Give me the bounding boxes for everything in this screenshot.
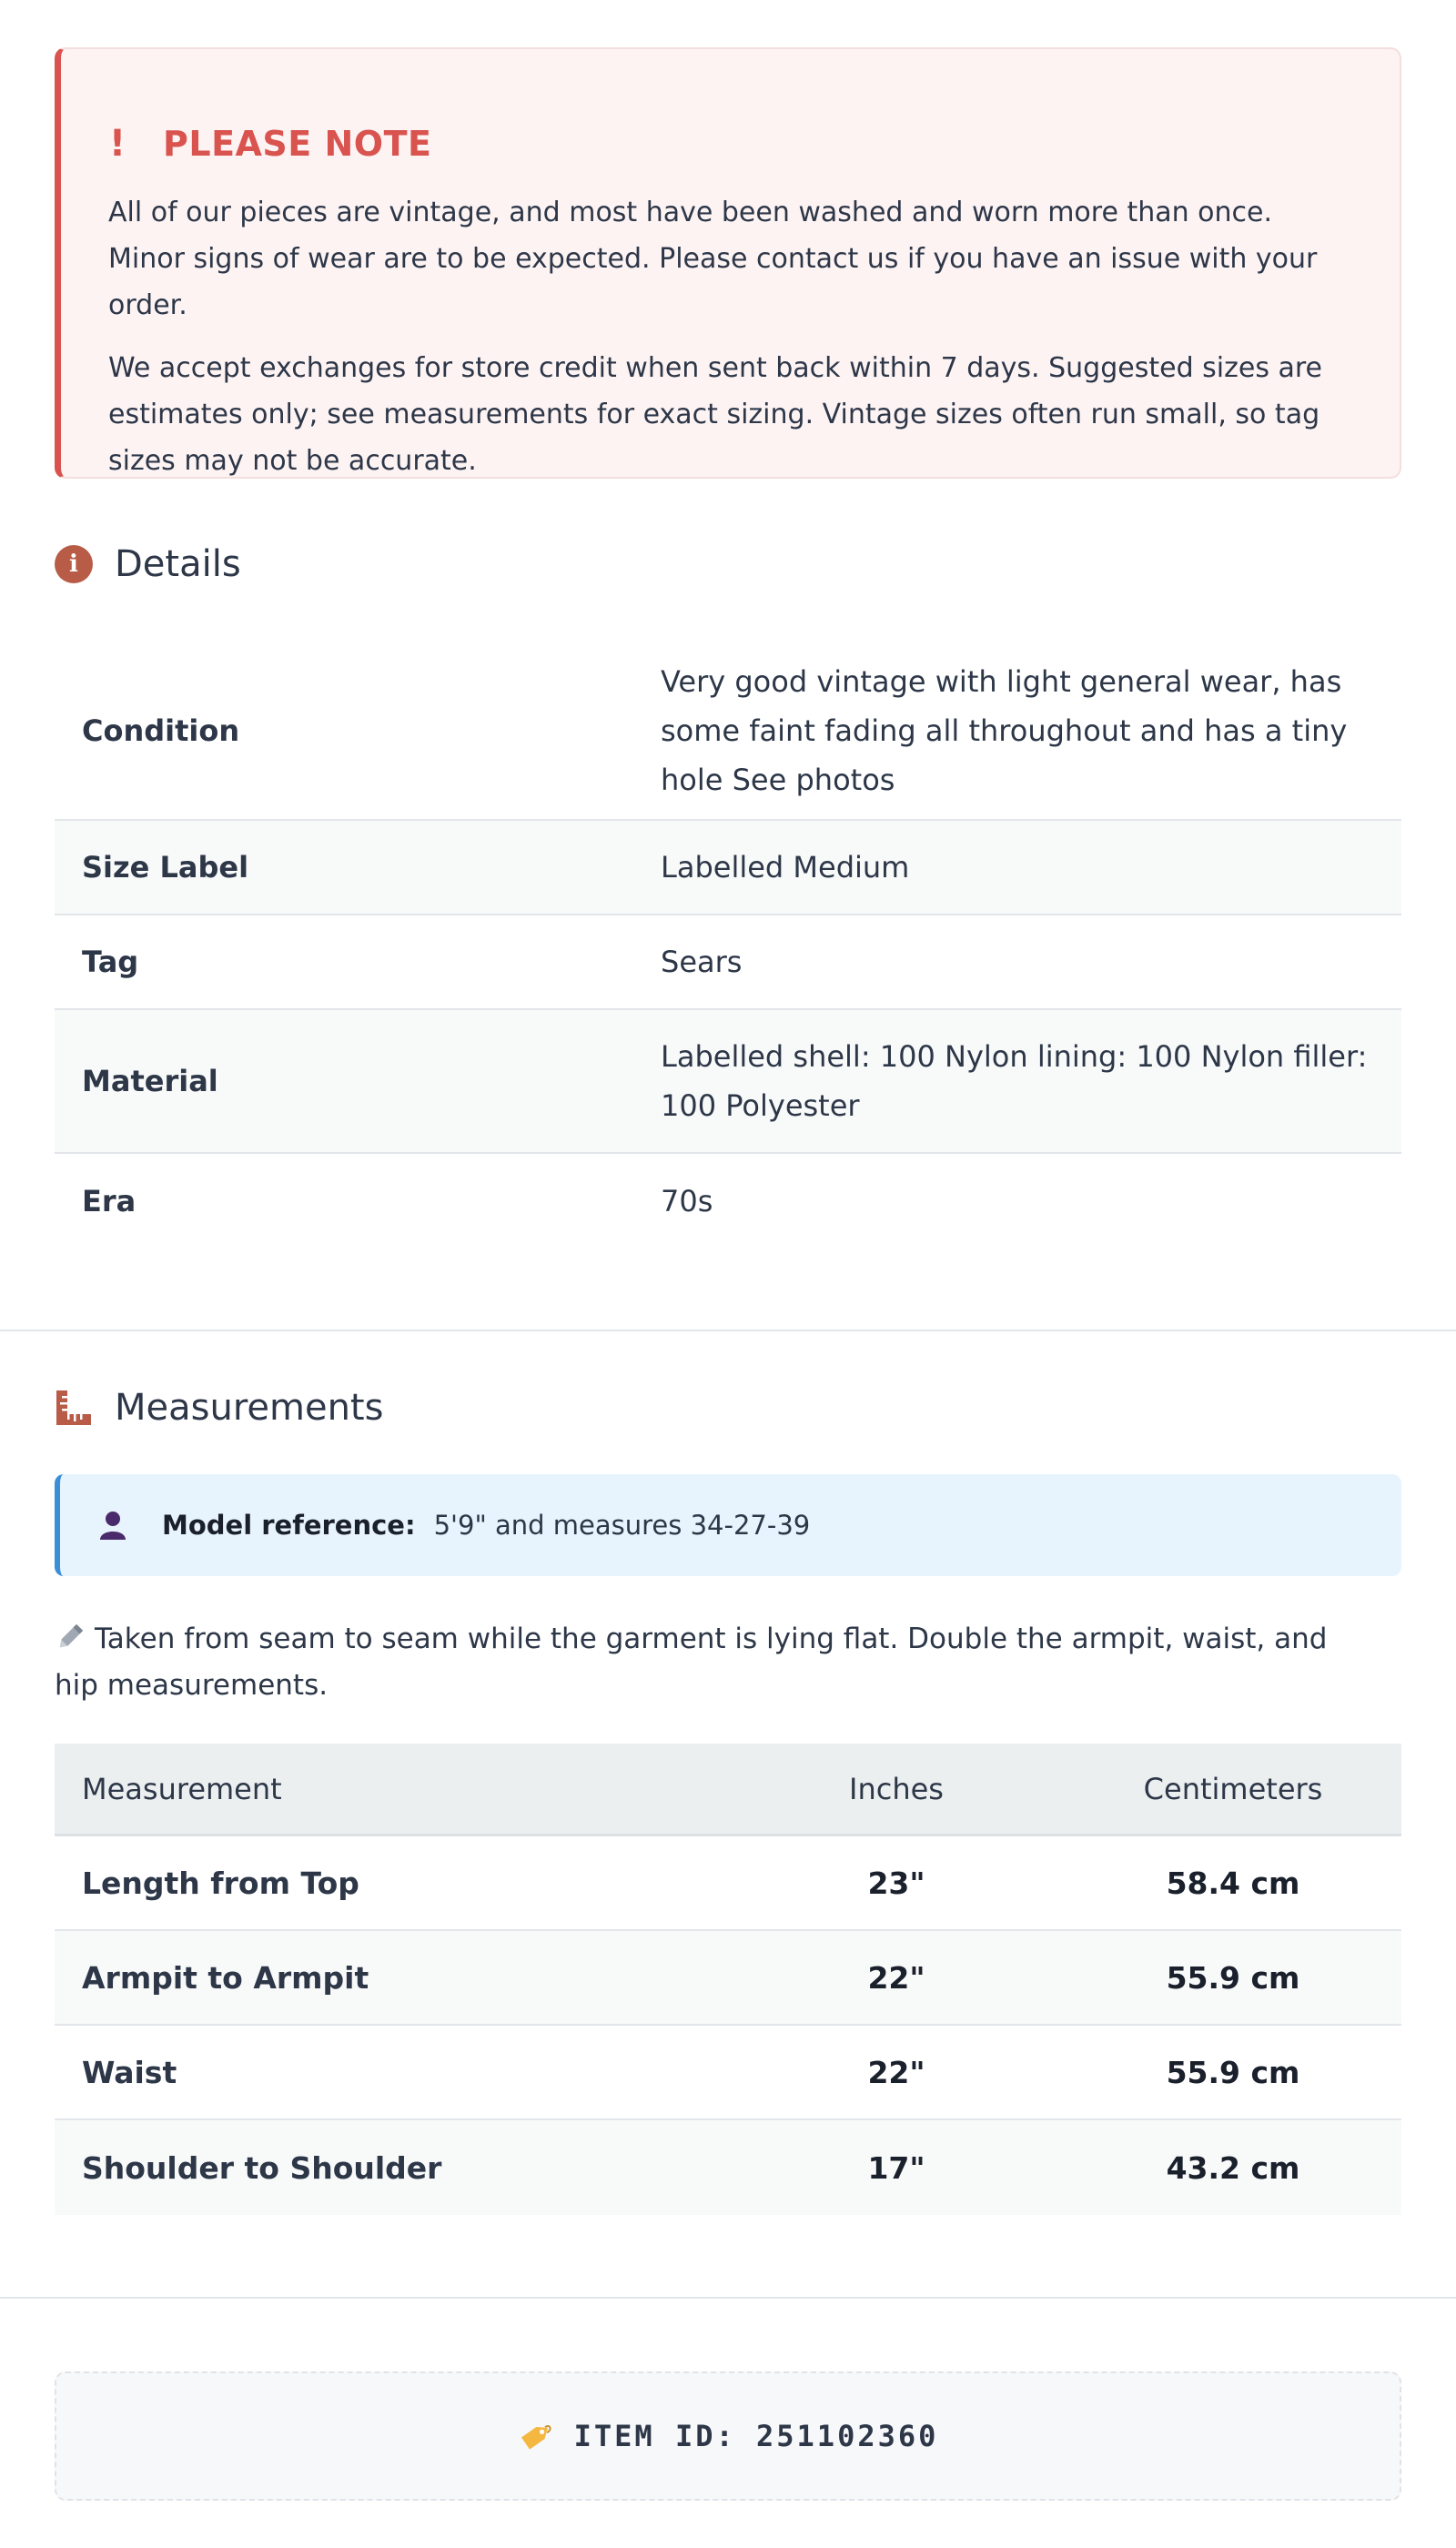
details-heading [55, 543, 241, 585]
details-row-material [55, 1010, 1401, 1154]
details-label: Size Label [82, 850, 249, 885]
details-row-era [55, 1154, 1401, 1249]
details-value: Very good vintage with light general wear, has some faint fading all throughout and has a tiny hole See photos [661, 664, 1348, 797]
details-value: Sears [661, 945, 743, 979]
column-header-centimeters: Centimeters [1143, 1771, 1323, 1806]
details-value: Labelled Medium [661, 850, 910, 885]
measurement-cm: 55.9 cm [1166, 1959, 1300, 1996]
measurement-inches: 22" [867, 2054, 925, 2090]
table-row [55, 1931, 1401, 2026]
details-label: Era [82, 1184, 136, 1218]
notice-paragraph-2: We accept exchanges for store credit when sent back within 7 days. Suggested sizes are estimates only; see measurements for exact sizing. Vintage sizes often run small, so tag sizes may not be accurate. [108, 352, 1323, 477]
table-row [55, 2026, 1401, 2120]
column-header-inches: Inches [849, 1771, 944, 1806]
measurements-table [55, 1744, 1401, 2215]
measurement-cm: 43.2 cm [1166, 2149, 1300, 2186]
measurement-inches: 23" [867, 1865, 925, 1901]
person-icon [96, 1509, 129, 1542]
measurement-inches: 17" [867, 2149, 925, 2186]
item-id-box [55, 2371, 1401, 2501]
measurement-inches: 22" [867, 1959, 925, 1996]
exclamation-icon: ! [108, 123, 126, 165]
details-row-size-label [55, 821, 1401, 915]
measurement-note-text: Taken from seam to seam while the garment is lying flat. Double the armpit, waist, and hip measurements. [55, 1623, 1328, 1702]
model-reference-label: Model reference: [162, 1510, 416, 1541]
measurement-name: Waist [82, 2054, 177, 2090]
model-reference [55, 1474, 1401, 1576]
measurement-note [55, 1616, 1347, 1709]
section-divider [0, 1330, 1456, 1331]
measurements-title: Measurements [115, 1387, 384, 1429]
table-row [55, 1836, 1401, 1931]
table-row [55, 2120, 1401, 2215]
tag-icon [518, 2418, 554, 2454]
details-label: Tag [82, 945, 139, 979]
details-label: Material [82, 1064, 218, 1098]
details-row-condition [55, 642, 1401, 821]
notice-box [55, 47, 1401, 479]
details-label: Condition [82, 713, 240, 748]
item-id-label: ITEM ID: 251102360 [573, 2419, 939, 2453]
notice-heading: PLEASE NOTE [163, 124, 432, 164]
details-row-tag [55, 915, 1401, 1010]
measurement-name: Length from Top [82, 1865, 359, 1901]
measurement-name: Shoulder to Shoulder [82, 2149, 442, 2186]
measurements-heading [55, 1387, 383, 1429]
measurement-cm: 55.9 cm [1166, 2054, 1300, 2090]
info-icon: i [55, 545, 93, 583]
table-header-row [55, 1744, 1401, 1836]
column-header-measurement: Measurement [82, 1771, 282, 1806]
measurement-cm: 58.4 cm [1166, 1865, 1300, 1901]
details-value: Labelled shell: 100 Nylon lining: 100 Nylon filler: 100 Polyester [661, 1039, 1368, 1123]
details-table [55, 642, 1401, 1249]
model-reference-value: 5'9" and measures 34-27-39 [433, 1510, 811, 1541]
details-title: Details [115, 543, 241, 585]
notice-header [108, 111, 1354, 177]
notice-paragraph-1: All of our pieces are vintage, and most have been washed and worn more than once. Minor signs of wear are to be expected. Please contact us if you have an issue with your order. [108, 197, 1318, 321]
section-divider [0, 2297, 1456, 2299]
measurement-name: Armpit to Armpit [82, 1959, 369, 1996]
pencil-icon [55, 1621, 86, 1652]
ruler-icon [55, 1389, 93, 1427]
details-value: 70s [661, 1184, 713, 1218]
